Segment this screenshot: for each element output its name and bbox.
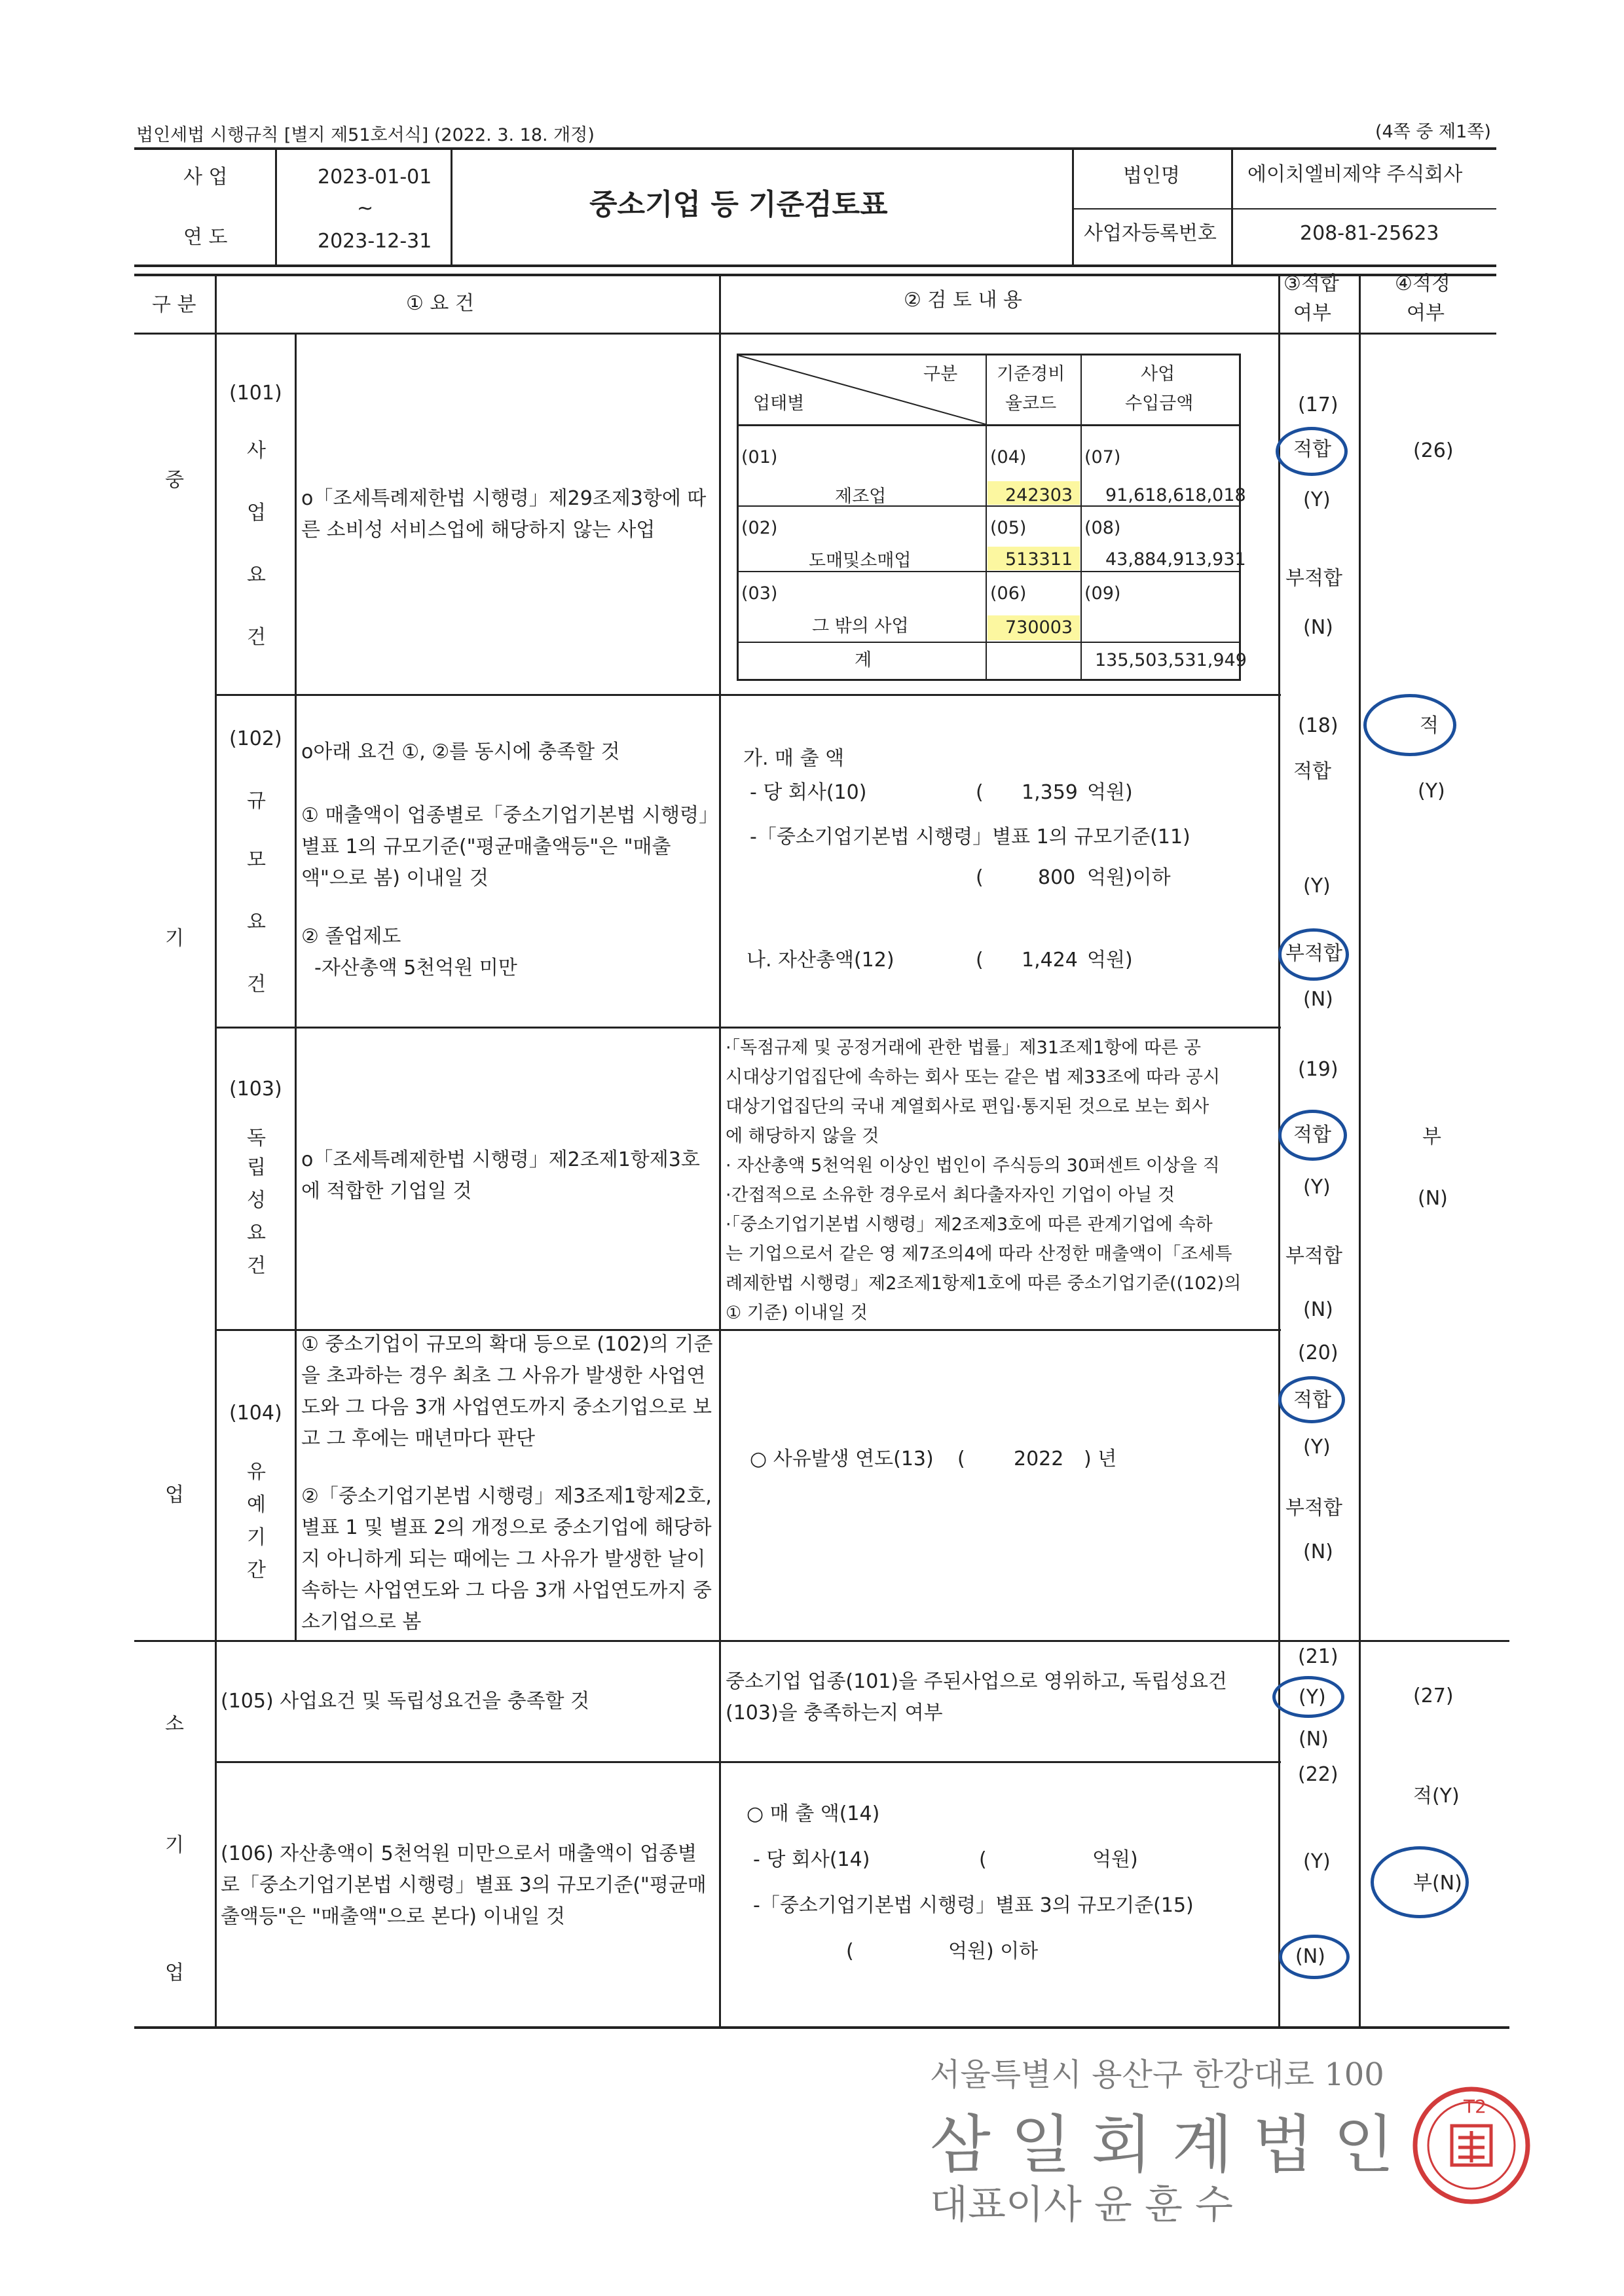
row102-fit-y-code: (Y) <box>1303 875 1331 898</box>
row106-requirement: (106) 자산총액이 5천억원 미만으로서 매출액이 업종별로「중소기업기본법 시행령」별표 3의 규모기준("평균매출액등"은 "매출액"으로 본다) 이내일 것 <box>221 1842 707 1928</box>
row103-review-line: 례제한법 시행령」제2조제1항제1호에 따른 중소기업기준((102)의 <box>726 1273 1242 1294</box>
row104-label-3: 기 <box>247 1526 266 1549</box>
row106-rev-3: -「중소기업기본법 시행령」별표 3의 규모기준(15) <box>753 1894 1194 1917</box>
tbl-hdr-rev-1: 사업 <box>1141 364 1175 384</box>
tbl-row3-no: (03) <box>741 583 778 604</box>
row103-fit-no: (19) <box>1298 1058 1338 1081</box>
row101-label-1: 사 <box>247 439 266 462</box>
firm-address: 서울특별시 용산구 한강대로 100 <box>930 2056 1384 2093</box>
tbl-total-amt: 135,503,531,949 <box>1095 650 1247 670</box>
row102-rev-5-open: ( <box>976 949 984 972</box>
row103-label-4: 요 <box>247 1222 266 1245</box>
row104-code: (104) <box>229 1402 282 1425</box>
year-to: 2023-12-31 <box>318 230 432 253</box>
company-seal <box>1411 2085 1532 2206</box>
row101-label-4: 건 <box>247 626 266 649</box>
biz-no: 208-81-25623 <box>1300 222 1439 245</box>
row101-requirement: o「조세특례제한법 시행령」제29조제3항에 따른 소비성 서비스업에 해당하지 않는 사업 <box>301 487 707 541</box>
row103-review-line: 는 기업으로서 같은 영 제7조의4에 따라 산정한 매출액이「조세특 <box>726 1244 1232 1264</box>
row103-review-line: · 자산총액 5천억원 이상인 법인이 주식등의 30퍼센트 이상을 직 <box>726 1156 1220 1176</box>
row104-fit-y-code: (Y) <box>1303 1436 1331 1459</box>
tbl-hdr-code-2: 율코드 <box>1005 393 1057 414</box>
col-category: 구 분 <box>152 293 196 316</box>
tbl-total-label: 계 <box>855 650 872 670</box>
tbl-row2-name: 도매및소매업 <box>809 551 912 571</box>
row104-review-label: ○ 사유발생 연도(13) <box>750 1448 934 1470</box>
row102-rev-5: 나. 자산총액(12) <box>747 949 895 972</box>
seal-label: T2 <box>1464 2096 1486 2117</box>
row104-req-2: ②「중소기업기본법 시행령」제3조제1항제2호, 별표 1 및 별표 2의 개정으로 중소기업에 해당하지 아니하게 되는 때에는 그 사유가 발생한 날이 속하는 사업연도와 그 다음 3개 사업연도까지 중소기업으로 봄 <box>301 1485 712 1633</box>
row103-code: (103) <box>229 1078 282 1101</box>
row103-fit-y: 적합 <box>1293 1123 1331 1146</box>
row104-label-4: 간 <box>247 1559 266 1582</box>
row105-fit-no: (21) <box>1298 1645 1338 1668</box>
row102-proper-y-code: (Y) <box>1418 780 1445 803</box>
row102-label-3: 요 <box>247 911 266 934</box>
row106-rev-4-open: ( <box>846 1940 854 1963</box>
row103-review-line: 에 해당하지 않을 것 <box>726 1126 879 1146</box>
col-fit-2: 여부 <box>1293 302 1331 325</box>
row102-fit-y: 적합 <box>1293 760 1331 783</box>
page-title: 중소기업 등 기준검토표 <box>589 188 888 221</box>
row101-code: (101) <box>229 382 282 405</box>
page-reference: (4쪽 중 제1쪽) <box>1375 122 1491 142</box>
row102-label-1: 규 <box>247 790 266 812</box>
row104-review-year: 2022 <box>1014 1448 1064 1470</box>
row103-review <box>726 1033 1276 1328</box>
side-small-2: 기 <box>165 1834 184 1857</box>
row106-rev-1: ○ 매 출 액(14) <box>747 1802 880 1825</box>
row102-rev-4-unit: 억원)이하 <box>1087 866 1171 889</box>
col-proper-1: ④적정 <box>1395 272 1450 295</box>
tbl-row1-no: (01) <box>741 447 778 467</box>
row101-fit-n: 부적합 <box>1285 567 1342 590</box>
tbl-row1-amt: 91,618,618,018 <box>1105 485 1246 505</box>
row103-proper-n-code: (N) <box>1418 1187 1448 1210</box>
row102-label-4: 건 <box>247 973 266 996</box>
row101-fit-n-code: (N) <box>1303 616 1333 639</box>
tbl-row2-amt: 43,884,913,931 <box>1105 549 1246 570</box>
row104-review-open: ( <box>957 1448 965 1470</box>
col-fit-1: ③적합 <box>1283 272 1339 295</box>
row101-fit-no: (17) <box>1298 393 1338 416</box>
row106-rev-2-open: ( <box>979 1848 987 1871</box>
row102-req-2: ① 매출액이 업종별로「중소기업기본법 시행령」별표 1의 규모기준("평균매출액등"은 "매출액"으로 봄) 이내일 것 <box>301 804 709 890</box>
year-tilde: ~ <box>357 197 374 220</box>
tbl-row2-code: 513311 <box>1005 549 1073 570</box>
tbl-row3-name: 그 밖의 사업 <box>812 616 909 636</box>
side-sme-2: 기 <box>165 927 184 950</box>
row103-review-line: 대상기업집단의 국내 계열회사로 편입·통지된 것으로 보는 회사 <box>726 1097 1209 1117</box>
year-label-2: 연 도 <box>183 226 228 249</box>
corp-name-label: 법인명 <box>1123 164 1180 187</box>
col-requirement: ① 요 건 <box>406 292 474 315</box>
row104-label-1: 유 <box>247 1461 266 1484</box>
row101-fit-y-code: (Y) <box>1303 488 1331 511</box>
row102-rev-5-unit: 억원) <box>1087 949 1133 972</box>
tbl-row1-amt-no: (07) <box>1084 447 1121 467</box>
selected-circle <box>1363 694 1456 756</box>
row104-fit-y: 적합 <box>1293 1389 1331 1412</box>
row104-review-close: ) 년 <box>1084 1448 1117 1470</box>
tbl-row1-code: 242303 <box>1005 485 1073 505</box>
tbl-row3-code-no: (06) <box>990 583 1027 604</box>
row102-rev-1: 가. 매 출 액 <box>743 747 845 770</box>
row103-label-2: 립 <box>247 1156 266 1179</box>
row103-fit-y-code: (Y) <box>1303 1176 1331 1199</box>
firm-ceo: 대표이사 윤 훈 수 <box>930 2182 1233 2228</box>
row103-fit-n-code: (N) <box>1303 1298 1333 1321</box>
row105-fit-y-code: (Y) <box>1299 1686 1326 1709</box>
row106-rev-4-unit: 억원) 이하 <box>948 1940 1039 1963</box>
row103-review-line: ·「중소기업기본법 시행령」제2조제3호에 따른 관계기업에 속하 <box>726 1214 1213 1235</box>
row104-fit-n-code: (N) <box>1303 1540 1333 1563</box>
row105-proper-no: (27) <box>1413 1685 1454 1707</box>
firm-name: 삼 일 회 계 법 인 <box>930 2108 1394 2181</box>
year-from: 2023-01-01 <box>318 166 432 189</box>
year-label-1: 사 업 <box>183 166 228 189</box>
row102-rev-2-open: ( <box>976 781 984 804</box>
tbl-row2-no: (02) <box>741 518 778 538</box>
row106-proper-y: 적(Y) <box>1413 1785 1460 1808</box>
row101-proper-no: (26) <box>1413 439 1454 462</box>
row102-label-2: 모 <box>247 848 266 871</box>
tbl-row3-amt-no: (09) <box>1084 583 1121 604</box>
row103-review-line: ① 기준) 이내일 것 <box>726 1303 868 1323</box>
row102-req-3: ② 졸업제도 <box>301 925 401 948</box>
biz-no-label: 사업자등록번호 <box>1084 222 1217 245</box>
row103-proper-n: 부 <box>1422 1125 1441 1148</box>
row102-fit-n: 부적합 <box>1285 942 1342 965</box>
tbl-hdr-rev-2: 수입금액 <box>1125 393 1194 414</box>
row106-fit-no: (22) <box>1298 1763 1338 1786</box>
side-small-3: 업 <box>165 1961 184 1984</box>
row102-fit-no: (18) <box>1298 714 1338 737</box>
row106-fit-n-code: (N) <box>1295 1945 1325 1968</box>
row106-rev-2-unit: 억원) <box>1092 1848 1138 1871</box>
row106-fit-y-code: (Y) <box>1303 1850 1331 1873</box>
row105-requirement: (105) 사업요건 및 독립성요건을 충족할 것 <box>221 1690 590 1713</box>
tbl-row2-code-no: (05) <box>990 518 1027 538</box>
row102-rev-2-val: 1,359 <box>1022 781 1078 804</box>
side-sme-1: 중 <box>165 469 184 492</box>
row103-review-line: 시대상기업집단에 속하는 회사 또는 같은 법 제33조에 따라 공시 <box>726 1067 1221 1087</box>
row101-label-2: 업 <box>247 501 266 524</box>
row103-review-line: ·「독점규제 및 공정거래에 관한 법률」제31조제1항에 따른 공 <box>726 1038 1201 1058</box>
row106-proper-n: 부(N) <box>1413 1872 1462 1895</box>
tbl-row3-code: 730003 <box>1005 617 1073 638</box>
row103-label-3: 성 <box>247 1189 266 1212</box>
row104-fit-no: (20) <box>1298 1341 1338 1364</box>
row103-label-1: 독 <box>247 1127 266 1150</box>
tbl-hdr-gubun: 구분 <box>923 364 958 384</box>
row104-req-1: ① 중소기업이 규모의 확대 등으로 (102)의 기준을 초과하는 경우 최초 그 사유가 발생한 사업연도와 그 다음 3개 사업연도까지 중소기업으로 보고 그 후에는 매년마다 판단 <box>301 1333 713 1450</box>
row102-rev-2-unit: 억원) <box>1087 781 1133 804</box>
tbl-hdr-code-1: 기준경비 <box>997 364 1065 384</box>
tbl-hdr-type: 업태별 <box>753 393 805 414</box>
col-review: ② 검 토 내 용 <box>904 289 1022 312</box>
side-small-1: 소 <box>165 1713 184 1736</box>
row102-rev-4-val: 800 <box>1038 866 1076 889</box>
row102-rev-4-open: ( <box>976 866 984 889</box>
row102-code: (102) <box>229 727 282 750</box>
row102-rev-3: -「중소기업기본법 시행령」별표 1의 규모기준(11) <box>750 826 1190 848</box>
row103-fit-n: 부적합 <box>1285 1245 1342 1267</box>
row104-label-2: 예 <box>247 1493 266 1516</box>
row102-rev-5-val: 1,424 <box>1022 949 1078 972</box>
row104-fit-n: 부적합 <box>1285 1497 1342 1520</box>
row102-req-1: o아래 요건 ①, ②를 동시에 충족할 것 <box>301 740 620 763</box>
row105-review: 중소기업 업종(101)을 주된사업으로 영위하고, 독립성요건(103)을 충족하는지 여부 <box>726 1670 1227 1724</box>
row103-label-5: 건 <box>247 1254 266 1277</box>
row102-rev-2: - 당 회사(10) <box>750 781 867 804</box>
row102-proper-y: 적 <box>1420 714 1439 737</box>
col-proper-2: 여부 <box>1407 302 1445 325</box>
row103-review-line: ·간접적으로 소유한 경우로서 최다출자자인 기업이 아닐 것 <box>726 1185 1175 1205</box>
row101-fit-y: 적합 <box>1293 438 1331 461</box>
row105-fit-n-code: (N) <box>1299 1728 1329 1751</box>
row102-req-4: -자산총액 5천억원 미만 <box>314 957 517 979</box>
row106-rev-2: - 당 회사(14) <box>753 1848 870 1871</box>
tbl-row2-amt-no: (08) <box>1084 518 1121 538</box>
side-sme-3: 업 <box>165 1484 184 1506</box>
row102-fit-n-code: (N) <box>1303 988 1333 1011</box>
row101-label-3: 요 <box>247 564 266 587</box>
corp-name: 에이치엘비제약 주식회사 <box>1247 163 1463 186</box>
tbl-row1-name: 제조업 <box>835 486 887 507</box>
row103-requirement: o「조세특례제한법 시행령」제2조제1항제3호에 적합한 기업일 것 <box>301 1148 700 1203</box>
form-reference: 법인세법 시행규칙 [별지 제51호서식] (2022. 3. 18. 개정) <box>136 125 595 145</box>
tbl-row1-code-no: (04) <box>990 447 1027 467</box>
